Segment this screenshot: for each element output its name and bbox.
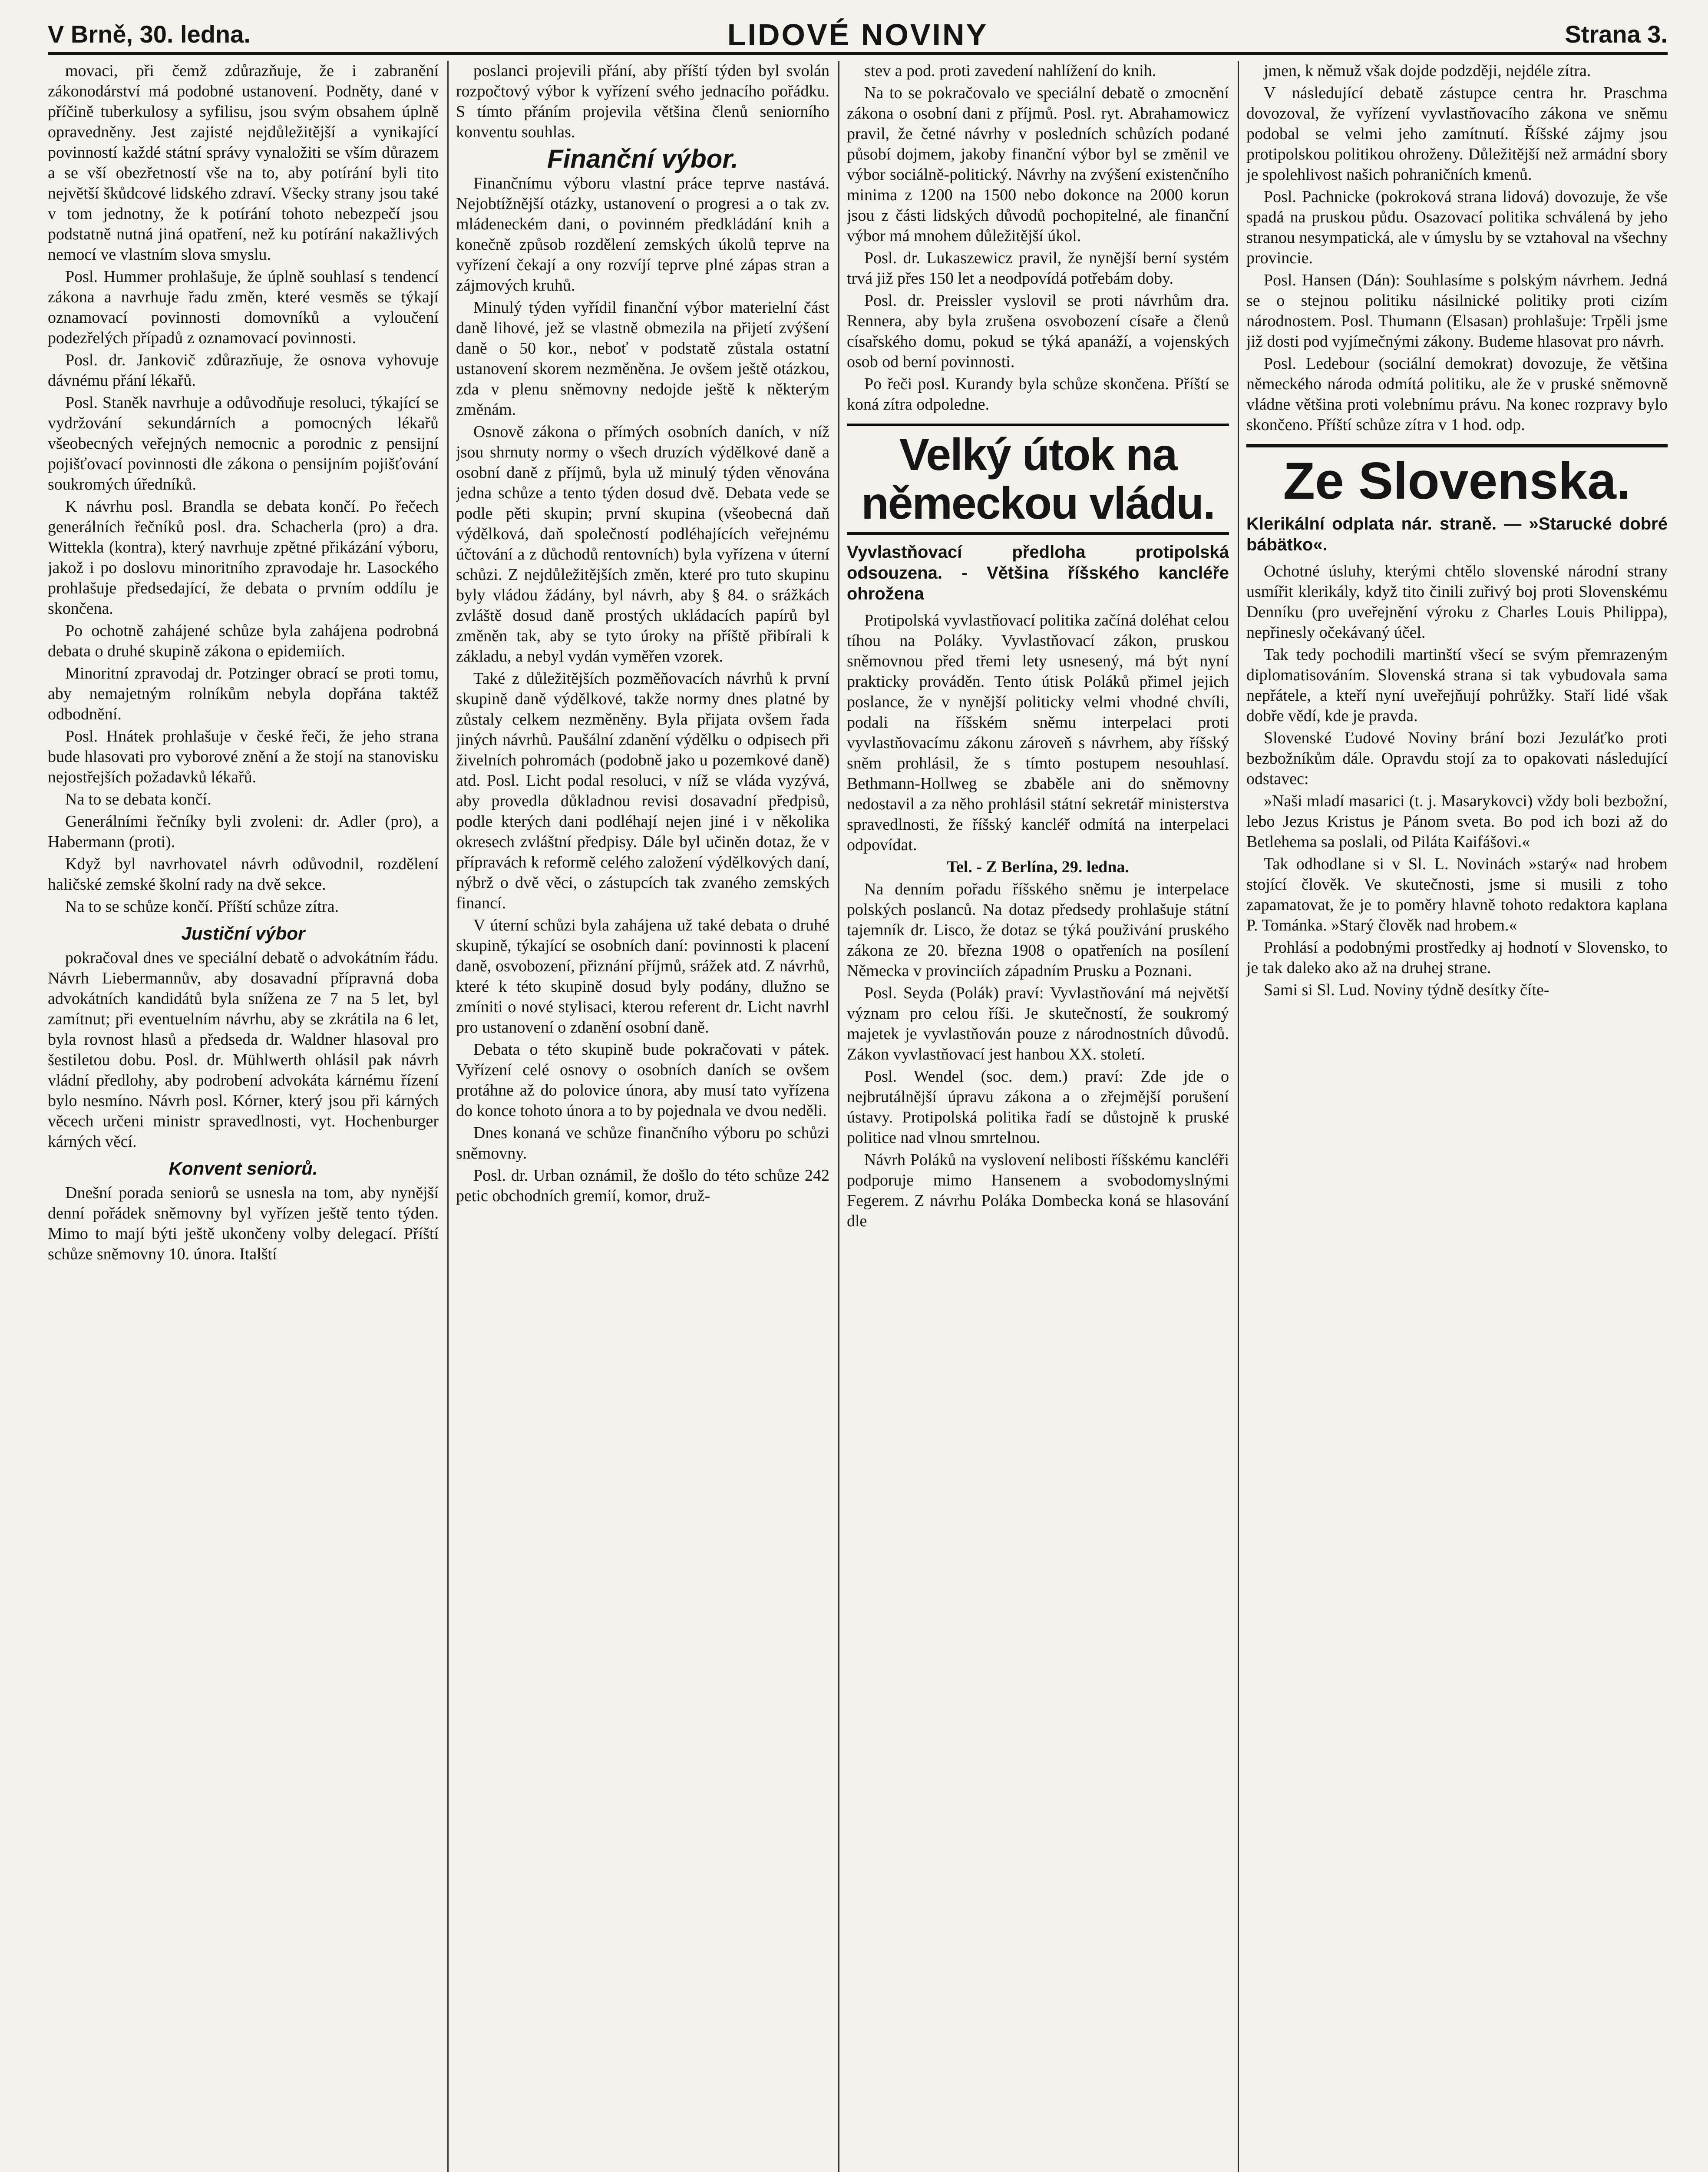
issue-date: V Brně, 30. ledna. [48, 20, 251, 48]
paragraph: Minoritní zpravodaj dr. Potzinger obrací se proti tomu, aby nemajetným rolníkům nebyla dopřána taktéž odbodnění. [48, 664, 439, 723]
column-1 [48, 61, 439, 2172]
column-3 [847, 61, 1229, 2172]
paragraph: Posl. dr. Lukaszewicz pravil, že nynější berní systém trvá již přes 150 let a neodpovídá potřebám doby. [847, 249, 1229, 288]
paragraph: Po řeči posl. Kurandy byla schůze skončena. Příští se koná zítra odpoledne. [847, 375, 1229, 414]
paragraph: Tak tedy pochodili martinští všecí se svým přemrazeným diplomatisováním. Slovenská strana si tak vybudovala sama nepřátele, a kteří nyní uveřejňují pohrůžky. Staří lidé však dobře vědí, kde je pravda. [1246, 646, 1668, 725]
paragraph: stev a pod. proti zavedení nahlížení do knih. [864, 62, 1156, 80]
paragraph: Na to se pokračovalo ve speciální debatě o zmocnění zákona o osobní dani z příjmů. Posl. ryt. Abrahamowicz pravil, že četné návrhy v posledních schůzích podané působí dojmem, jakoby finanční výbor byl se změnil ve výbor sociálně-politický. Návrhy na zvýšení existenčního minima z 1200 na 1500 nebo dokonce na 2000 korun jsou z části lidských důvodů pochopitelné, ale finanční výbor má mnohem důležitější úkol. [847, 84, 1229, 245]
paragraph: Ochotné úsluhy, kterými chtělo slovenské národní strany usmířit klerikály, když tito činili zuřivý boj proti Slovenskému Denníku (pro uveřejnění výroku z Charles Louis Philippa), nepřinesly očekávaný účel. [1246, 562, 1668, 642]
column-rule [838, 61, 839, 2172]
paragraph: Debata o této skupině bude pokračovati v pátek. Vyřízení celé osnovy o osobních daních se ovšem protáhne až do polovice února, aby musí tato vyřízena do konce tohoto února a to by pojednala ve dvou neděli. [456, 1040, 829, 1120]
paragraph: Návrh Poláků na vyslovení nelibosti říšskému kancléři podporuje mimo Hansenem a svobodomyslnými Fegerem. Z návrhu Poláka Dombecka koná se hlasování dle [847, 1151, 1229, 1230]
paragraph: Na to se schůze končí. Příští schůze zítra. [65, 897, 339, 916]
paragraph: K návrhu posl. Brandla se debata končí. Po řečech generálních řečníků posl. dra. Schacherla (pro) a dra. Wittekla (kontra), který navrhuje zpětné přikázání výboru, jakož i po doslovu minoritního zpravodaje hr. Lasockého prohlašuje předsedající, že debata o prvním oddílu je skončena. [48, 497, 439, 618]
newspaper-title: LIDOVÉ NOVINY [727, 18, 988, 52]
subheadline: Klerikální odplata nár. straně. — »Starucké dobré bábätko«. [1246, 514, 1668, 554]
paragraph: Posl. Hansen (Dán): Souhlasíme s polským návrhem. Jedná se o stejnou politiku násilnické politiky proti cizím národnostem. Posl. Thumann (Elsasan) prohlašuje: Trpěli jsme již dosti pod vyjímečnými zákony. Budeme hlasovat pro návrh. [1246, 271, 1668, 351]
paragraph: Sami si Sl. Lud. Noviny týdně desítky číte- [1264, 981, 1549, 999]
paragraph: V úterní schůzi byla zahájena už také debata o druhé skupině, týkající se osobních daní: povinnosti k placení daně, osvobození, přiznání příjmů, srážek atd. Z návrhů, které k této skupině dosud byly podány, dlužno se zmíniti o nové stylisaci, kterou referent dr. Licht navrhl pro ustanovení o zdanění osobní daně. [456, 916, 829, 1036]
column-rule [447, 61, 449, 2172]
paragraph: Také z důležitějších pozměňovacích návrhů k první skupině daně výdělkové, takže normy dnes platné by zůstaly celkem nezměněny. Byla přijata ovšem řada jiných návrhů. Paušální zdanění výdělku o odpisech při živelních pohromách (podobně jako u pozemkové daně) atd. Posl. Licht podal resoluci, v níž se vláda vyzývá, aby provedla důkladnou revisi dosavadní předpisů, podle kterých dani podléhají nejen jiné i v několika okresech zvláštní předpisy. Dále byl učiněn dotaz, že v přípravách k reformě celého založení výdělkových daní, nýbrž o dvě věci, o zástupcích tak zvaného zemských financí. [456, 669, 829, 912]
paragraph: jmen, k němuž však dojde podzději, nejdéle zítra. [1264, 62, 1591, 80]
page-number: Strana 3. [1565, 20, 1668, 48]
paragraph: Dnes konaná ve schůze finančního výboru po schůzi sněmovny. [456, 1124, 829, 1162]
masthead [48, 17, 1668, 55]
section-title: Ze Slovenska. [1283, 452, 1631, 510]
paragraph: Posl. Wendel (soc. dem.) praví: Zde jde o nejbrutálnější úpravu zákona a o zřejmější porušení ústavy. Protipolská politika řadí se důstojně k pruské politice nad vlnou smrtelnou. [847, 1067, 1229, 1147]
paragraph: Prohlásí a podobnými prostředky aj hodnotí v Slovensko, to je tak daleko ako až na druhej strane. [1246, 938, 1668, 977]
paragraph: Na denním pořadu říšského sněmu je interpelace polských poslanců. Na dotaz předsedy prohlašuje státní tajemník dr. Lisco, že dotaz se týká použivání pruského zákona ze 20. března 1908 o opatřeních na posílení Německa v provinciích západním Prusku a Poznani. [847, 880, 1229, 980]
paragraph: Tak odhodlane si v Sl. L. Novinách »starý« nad hrobem stojící člověk. Ve skutečnosti, jsme si musili z toho zapamatovat, že je to poměry hlavně tohoto redaktora kaplana P. Tománka. »Starý člověk nad hrobem.« [1246, 855, 1668, 934]
column-rule [1238, 61, 1239, 2172]
section-box [1246, 444, 1668, 1000]
paragraph: Na to se debata končí. [65, 790, 211, 808]
section-heading: Justiční výbor [181, 923, 305, 944]
paragraph: pokračoval dnes ve speciální debatě o advokátním řádu. Návrh Liebermannův, aby dosavadní přípravná doba advokátních kandidátů byla snížena ze 7 na 5 let, byl zamítnut; při eventuelním návrhu, aby se zkrátila na 6 let, byla rovnost hlasů a předseda dr. Waldner hlasoval pro šestiletou dobu. Posl. dr. Mühlwerth ohlásil pak návrh vládní předlohy, aby podrobení advokáta kárnému řízení bylo nesmíno. Návrh posl. Kórner, který jsou při kárných věcech určeni ministr spravedlnosti, vyt. Hochenburger kárných věcí. [48, 949, 439, 1151]
paragraph: Posl. Ledebour (sociální demokrat) dovozuje, že většina německého národa odmítá politiku, ale že v pruské sněmovně vládne většina proti volebnímu právu. Na konec rozpravy bylo skončeno. Příští schůze zítra v 1 hod. odp. [1246, 354, 1668, 434]
column-2 [456, 61, 829, 2172]
paragraph: Posl. Seyda (Polák) praví: Vyvlastňování má největší význam pro celou říši. Je skutečností, že soukromý majetek je vyvlastňován pouze z národnostních důvodů. Zákon vyvlastňovací jest hanbou XX. století. [847, 984, 1229, 1063]
paragraph: Posl. Hnátek prohlašuje v české řeči, že jeho strana bude hlasovati pro vyborové znění a že stojí na stanovisku nejostřejších požadavků lékařů. [48, 727, 439, 786]
paragraph: »Naši mladí masarici (t. j. Masarykovci) vždy boli bezbožní, lebo Jezus Kristus je Pánom sveta. Bo pod ich bozi až do Betlehema sa poslali, od Piláta Kaifášovi.« [1246, 792, 1668, 851]
paragraph: Posl. dr. Preissler vyslovil se proti návrhům dra. Rennera, aby byla zrušena osvobození císaře a členů císařského domu, pokud se týká apanáží, a vojenských osob od berní povinnosti. [847, 291, 1229, 371]
paragraph: Protipolská vyvlastňovací politika začíná doléhat celou tíhou na Poláky. Vyvlastňovací zákon, pruskou sněmovnou před třemi lety usnesený, má být nyní prakticky prováděn. Tento útisk Poláků přimel jejich poslance, že v nynější politicky velmi vhodné chvíli, podali na říšském sněmu interpelaci proti vyvlastňovacímu zákonu zároveň s návrhem, aby říšský sněm prohlásil, že s tímto postupem nesouhlasí. Bethmann-Hollweg se zbaběle ani do sněmovny nedostavil a za něho prohlásil státní sekretář ministerstva spravedlnosti, že říšský kancléř odmítá na interpelaci odpovídat. [847, 611, 1229, 854]
paragraph: Posl. Hummer prohlašuje, že úplně souhlasí s tendencí zákona a navrhuje řadu změn, které vesměs se týkají oznamovací povinnosti domovníků a vyloučení podezřelých případů z oznamovací povinnosti. [48, 268, 439, 347]
paragraph: Dnešní porada seniorů se usnesla na tom, aby nynější denní pořádek sněmovny byl vyřízen ještě tento týden. Mimo to mají býti ještě ukončeny volby delegací. Příští schůze sněmovny 10. února. Italští [48, 1184, 439, 1263]
headline-banner: Velký útok na německou vládu. [847, 424, 1229, 535]
paragraph: Generálními řečníky byli zvoleni: dr. Adler (pro), a Habermann (proti). [48, 812, 439, 851]
paragraph: poslanci projevili přání, aby příští týden byl svolán rozpočtový výbor k vyřízení svého jednacího pořádku. S tímto přáním projevila většina členů seniorního konventu souhlas. [456, 62, 829, 141]
paragraph: Slovenské Ľudové Noviny brání bozi Jezuláťko proti bezbožníkům dále. Opravdu stojí za to opakovati následující odstavec: [1246, 729, 1668, 788]
column-4 [1246, 61, 1668, 2172]
paragraph: V následující debatě zástupce centra hr. Praschma dovozoval, že vyřízení vyvlastňovacího zákona ve sněmu podobal se velmi jeho zamítnutí. Říšské zájmy jsou protipolskou politikou ohroženy. Důležitější než armádní sbory je spolehlivost našich pohraničních kmenů. [1246, 84, 1668, 184]
paragraph: Posl. Staněk navrhuje a odůvodňuje resoluci, týkající se vydržování sekundárních a pomocných lékařů všeobecných veřejných nemocnic a porodnic z pensijní pojišťovací povinnosti dle zákona o pensijním pojišťování soukromých úředníků. [48, 394, 439, 493]
section-heading: Finanční výbor. [547, 144, 739, 173]
section-heading: Konvent seniorů. [168, 1158, 318, 1179]
paragraph: Posl. dr. Jankovič zdůrazňuje, že osnova vyhovuje dávnému přání lékařů. [48, 351, 439, 390]
paragraph: Když byl navrhovatel návrh odůvodnil, rozdělení haličské zemské školní rady na dvě sekce. [48, 855, 439, 894]
subheadline: Vyvlastňovací předloha protipolská odsouzena. - Většina říšského kancléře ohrožena [847, 543, 1229, 603]
paragraph: Posl. dr. Urban oznámil, že došlo do této schůze 242 petic obchodních gremií, komor, druž- [456, 1166, 829, 1205]
paragraph: Osnově zákona o přímých osobních daních, v níž jsou shrnuty normy o všech druzích výdělkové daně a osobní daně z příjmů, byla už minulý týden věnována jedna schůze a tento týden dosud dvě. Debata vede se podle pěti skupin; první skupina (všeobecná daň výdělková, daň společností podléhajících veřejnému účtování a z důchodů rentovních) byla vyřízena v úterní schůzi. Z nejdůležitějších změn, které pro tuto skupinu byly vládou žádány, byl návrh, aby § 84. o srážkách zvláště dosud daně prostých ukládacích papírů byl změněn tak, aby se tyto úroky na příště přibírali k základu, a nebyl vydán vyměřen vzorek. [456, 423, 829, 666]
paragraph: Po ochotně zahájené schůze byla zahájena podrobná debata o druhé skupině zákona o epidemiích. [48, 622, 439, 660]
paragraph: Posl. Pachnicke (pokroková strana lidová) dovozuje, že vše spadá na pruskou půdu. Osazovací politika schválená by jeho stranou nesympatická, ale v úmyslu by se vztahoval na všechny provincie. [1246, 188, 1668, 267]
paragraph: Finančnímu výboru vlastní práce teprve nastává. Nejobtížnější otázky, ustanovení o progresi a o tak zv. mládeneckém dani, o povinném předkládání knih a konečně způsob rozdělení zemských úkolů teprve na vyřízení čekají a ony rozvíjí teprve plné zápas stran a zájmových kruhů. [456, 174, 829, 295]
paragraph: Minulý týden vyřídil finanční výbor materielní část daně lihové, jež se vlastně obmezila na přijetí zvýšení daně o 50 kor., neboť v podstatě zůstala ostatní ustanovení skorem nezměněna. Je ovšem ještě otázkou, zda v plenu sněmovny nedojde ještě k některým změnám. [456, 298, 829, 419]
dateline: Tel. - Z Berlína, 29. ledna. [947, 858, 1129, 876]
paragraph: movaci, při čemž zdůrazňuje, že i zabranění zákonodárství má podobné ustanovení. Podněty, dané v příčině tuberkulosy a syfilisu, jsou svým obsahem úplně opravedněny. Jest zajisté nejdůležitější a vynikající povinností každé státní správy vynaložiti se vším důrazem a se vší obezřetností vše na to, aby potírání byli tito největší škůdcové lidského zdraví. Všecky strany jsou také v tom jednotny, že k potírání tohoto nebezpečí jsou podstatně nutná jiná opatření, než ku potírání nakažlivých nemocí ve vlastním slova smyslu. [48, 62, 439, 264]
